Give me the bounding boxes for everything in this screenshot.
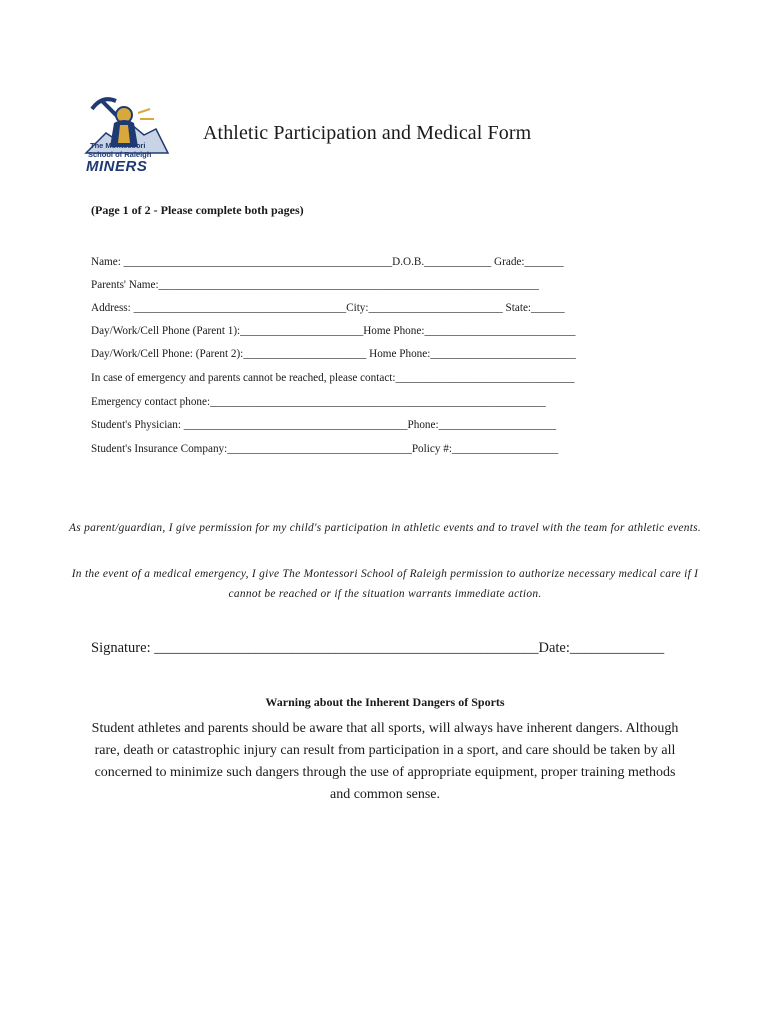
permission-statement: As parent/guardian, I give permission for my child's participation in athletic events and to travel with the team for athletic events.: [68, 522, 702, 534]
emergency-contact-field[interactable]: In case of emergency and parents cannot be reached, please contact:________________________________: [91, 372, 575, 384]
parent1-phone-field[interactable]: Day/Work/Cell Phone (Parent 1):______________________Home Phone:___________________________: [91, 325, 576, 337]
logo-wordmark: MINERS: [86, 158, 148, 175]
warning-text: Student athletes and parents should be aware that all sports, will always have inherent dangers. Although rare, death or catastrophic injury can result from participation in a sport, and care should be taken by all concerned to minimize such dangers through the use of appropriate equipment, proper training methods and common sense.: [91, 721, 679, 802]
medical-authorization-statement: In the event of a medical emergency, I give The Montessori School of Raleigh permission to authorize necessary medical care if I cannot be reached or if the situation warrants immediate action.: [71, 568, 699, 600]
logo-line-1: The Montessori: [90, 141, 146, 150]
address-city-state-field[interactable]: Address: ______________________________________City:________________________ State:______: [91, 302, 565, 314]
insurance-field[interactable]: Student's Insurance Company:_________________________________Policy #:___________________: [91, 443, 559, 455]
name-dob-grade-field[interactable]: Name: ________________________________________________D.O.B.____________ Grade:_______: [91, 256, 564, 268]
page-note: (Page 1 of 2 - Please complete both pages): [91, 203, 304, 217]
warning-heading: Warning about the Inherent Dangers of Sports: [265, 695, 505, 709]
school-logo: [84, 95, 170, 177]
emergency-phone-field[interactable]: Emergency contact phone:____________________________________________________________: [91, 396, 546, 408]
parents-name-field[interactable]: Parents' Name:____________________________________________________________________: [91, 279, 539, 291]
signature-date-field[interactable]: Signature: _____________________________________________________Date:_____________: [91, 640, 665, 656]
physician-field[interactable]: Student's Physician: ________________________________________Phone:_____________________: [91, 419, 557, 431]
parent2-phone-field[interactable]: Day/Work/Cell Phone: (Parent 2):______________________ Home Phone:__________________________: [91, 348, 576, 360]
logo-line-2: School of Raleigh: [88, 150, 152, 159]
page-title: Athletic Participation and Medical Form: [203, 122, 532, 144]
